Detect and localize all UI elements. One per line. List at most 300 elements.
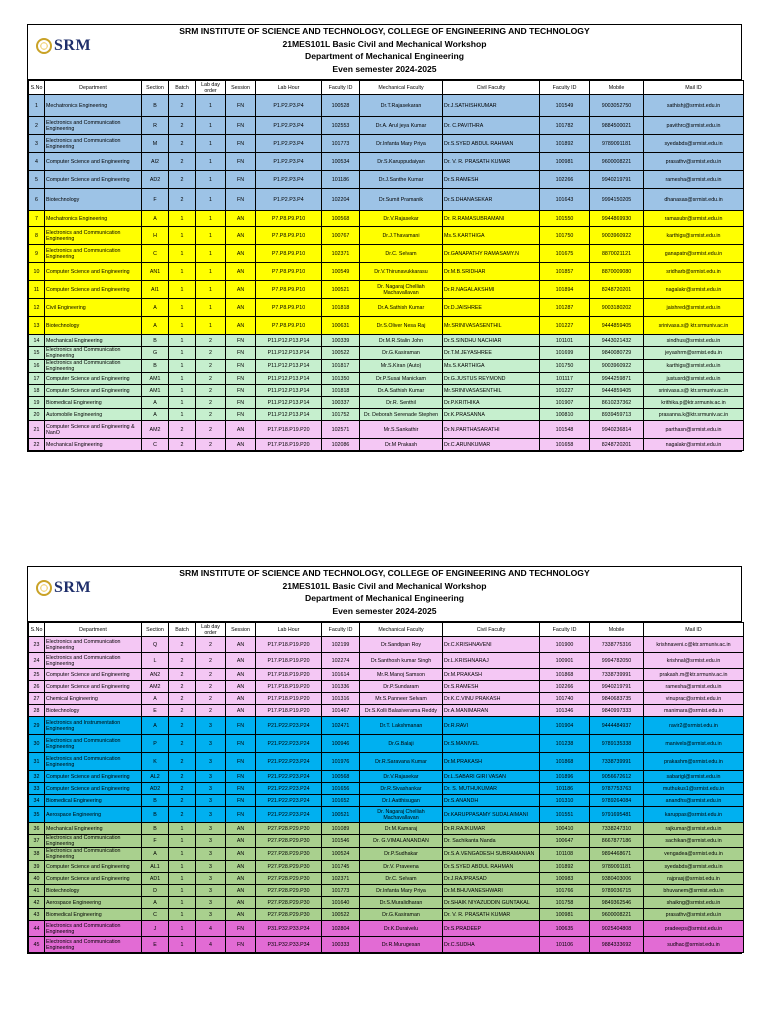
cell-mechanical-faculty: Dr.G.Kasiraman: [360, 909, 443, 921]
institute-title: SRM INSTITUTE OF SCIENCE AND TECHNOLOGY, COLLEGE OF ENGINEERING AND TECHNOLOGY: [179, 568, 590, 578]
cell-department: Electronics and Communication Engineering: [45, 835, 142, 848]
table-row: [29, 211, 744, 227]
cell-department: Electronics and Communication Engineering: [45, 637, 142, 653]
cell-sno: 24: [29, 653, 45, 669]
cell-mechanical-faculty: Dr.M.Kamaraj: [360, 823, 443, 835]
cell-mobile: 9025404808: [590, 921, 644, 937]
cell-civil-faculty: Dr.G.JUSTUS REYMOND: [443, 373, 540, 385]
cell-mechanical-faculty: Dr.S.Muralidharan: [360, 897, 443, 909]
cell-lab-day-order: 3: [196, 873, 226, 885]
cell-faculty-id: 100521: [322, 281, 360, 299]
cell-session: AN: [226, 909, 256, 921]
table-row: [29, 335, 744, 347]
srm-logo: [36, 579, 91, 597]
cell-department: Computer Science and Engineering: [45, 783, 142, 795]
cell-lab-day-order: 4: [196, 937, 226, 953]
cell-department: Aerospace Engineering: [45, 807, 142, 823]
cell-department: Computer Science and Engineering & NanO: [45, 421, 142, 439]
cell-faculty-id: 101773: [322, 885, 360, 897]
cell-civil-faculty: Dr.S.SYED ABDUL RAHMAN: [443, 861, 540, 873]
cell-lab-day-order: 2: [196, 439, 226, 451]
cell-batch: 1: [169, 909, 196, 921]
cell-lab-day-order: 3: [196, 835, 226, 848]
header-civil-faculty: Civil Faculty: [443, 623, 540, 637]
cell-civil-faculty-id: 101750: [540, 227, 590, 245]
cell-lab-hour: P17.P18.P19.P20: [256, 421, 322, 439]
cell-department: Electronics and Communication Engineering: [45, 653, 142, 669]
semester-title: Even semester 2024-2025: [332, 63, 437, 74]
cell-batch: 1: [169, 397, 196, 409]
cell-lab-hour: P21.P22.P23.P24: [256, 795, 322, 807]
cell-sno: 31: [29, 753, 45, 771]
cell-civil-faculty-id: 102266: [540, 681, 590, 693]
cell-civil-faculty: Dr.S.SINDHU NACHIAR: [443, 335, 540, 347]
cell-mobile: 9840683735: [590, 693, 644, 705]
cell-lab-day-order: 1: [196, 317, 226, 335]
cell-mechanical-faculty: Dr.Sandipan Roy: [360, 637, 443, 653]
cell-mobile: 9789091181: [590, 135, 644, 153]
header-mail-id: Mail ID: [644, 81, 744, 95]
cell-session: FN: [226, 717, 256, 735]
cell-faculty-id: 100524: [322, 848, 360, 861]
cell-civil-faculty-id: 101750: [540, 360, 590, 373]
cell-sno: 44: [29, 921, 45, 937]
cell-batch: 1: [169, 409, 196, 421]
cell-mail-id: pavithrc@srmist.edu.in: [644, 117, 744, 135]
cell-session: FN: [226, 153, 256, 171]
cell-sno: 35: [29, 807, 45, 823]
cell-mobile: 9884500021: [590, 117, 644, 135]
cell-batch: 2: [169, 783, 196, 795]
header-session: Session: [226, 81, 256, 95]
cell-mechanical-faculty: Dr.V.Rajasekar: [360, 771, 443, 783]
cell-lab-day-order: 3: [196, 753, 226, 771]
cell-mail-id: anandhs@srmist.edu.in: [644, 795, 744, 807]
cell-faculty-id: 101614: [322, 669, 360, 681]
timetable-sheet-2: [27, 566, 742, 954]
cell-section: F: [142, 835, 169, 848]
cell-civil-faculty-id: 101287: [540, 299, 590, 317]
cell-civil-faculty-id: 101868: [540, 669, 590, 681]
cell-civil-faculty: Dr.T.M.JEYASHREE: [443, 347, 540, 360]
cell-batch: 2: [169, 95, 196, 117]
cell-batch: 1: [169, 317, 196, 335]
cell-mechanical-faculty: Dr.J.Santhe Kumar: [360, 171, 443, 189]
header-civil-faculty-id: Faculty ID: [540, 623, 590, 637]
cell-civil-faculty-id: 101117: [540, 373, 590, 385]
cell-faculty-id: 101773: [322, 135, 360, 153]
cell-session: AN: [226, 421, 256, 439]
cell-session: AN: [226, 823, 256, 835]
cell-lab-hour: P21.P22.P23.P24: [256, 771, 322, 783]
cell-sno: 8: [29, 227, 45, 245]
cell-lab-hour: P27.P28.P29.P30: [256, 897, 322, 909]
cell-lab-hour: P27.P28.P29.P30: [256, 909, 322, 921]
cell-lab-hour: P17.P18.P19.P20: [256, 681, 322, 693]
cell-batch: 1: [169, 823, 196, 835]
cell-mechanical-faculty: Dr.Sumit Pramanik: [360, 189, 443, 211]
cell-department: Biomedical Engineering: [45, 909, 142, 921]
cell-department: Computer Science and Engineering: [45, 281, 142, 299]
cell-department: Mechanical Engineering: [45, 823, 142, 835]
cell-lab-hour: P11.P12.P13.P14: [256, 397, 322, 409]
cell-civil-faculty: Ms.S.KARTHIGA: [443, 227, 540, 245]
cell-mail-id: nagalakr@srmist.edu.in: [644, 281, 744, 299]
cell-session: AN: [226, 227, 256, 245]
header-session: Session: [226, 623, 256, 637]
cell-civil-faculty: Dr.S.RAMESH: [443, 681, 540, 693]
cell-mail-id: srinivasa.s@ ktr.srmuniv.ac.in: [644, 385, 744, 397]
cell-mobile: 7338739991: [590, 753, 644, 771]
cell-session: AN: [226, 897, 256, 909]
cell-faculty-id: 102804: [322, 921, 360, 937]
header-mail-id: Mail ID: [644, 623, 744, 637]
cell-faculty-id: 101546: [322, 835, 360, 848]
cell-faculty-id: 101745: [322, 861, 360, 873]
header-faculty-id: Faculty ID: [322, 623, 360, 637]
cell-mechanical-faculty: Mr.S.Sankathir: [360, 421, 443, 439]
cell-mail-id: ramasubr@srmist.edu.in: [644, 211, 744, 227]
cell-sno: 18: [29, 385, 45, 397]
cell-mail-id: manivels@srmist.edu.in: [644, 735, 744, 753]
cell-civil-faculty-id: 101894: [540, 281, 590, 299]
cell-lab-day-order: 3: [196, 717, 226, 735]
cell-sno: 21: [29, 421, 45, 439]
cell-section: D: [142, 885, 169, 897]
cell-session: FN: [226, 409, 256, 421]
cell-civil-faculty-id: 100810: [540, 409, 590, 421]
table-row: [29, 281, 744, 299]
cell-faculty-id: 102471: [322, 717, 360, 735]
cell-batch: 2: [169, 771, 196, 783]
cell-session: AN: [226, 637, 256, 653]
header-mobile: Mobile: [590, 623, 644, 637]
cell-civil-faculty-id: 101643: [540, 189, 590, 211]
cell-civil-faculty-id: 101310: [540, 795, 590, 807]
cell-sno: 41: [29, 885, 45, 897]
cell-lab-hour: P17.P18.P19.P20: [256, 693, 322, 705]
cell-section: AD1: [142, 873, 169, 885]
cell-mechanical-faculty: Dr.R.Murugesan: [360, 937, 443, 953]
cell-batch: 2: [169, 795, 196, 807]
cell-civil-faculty: Dr.S.RAMESH: [443, 171, 540, 189]
cell-lab-hour: P21.P22.P23.P24: [256, 807, 322, 823]
cell-lab-day-order: 2: [196, 335, 226, 347]
institute-title: SRM INSTITUTE OF SCIENCE AND TECHNOLOGY, COLLEGE OF ENGINEERING AND TECHNOLOGY: [179, 26, 590, 36]
cell-mechanical-faculty: Dr.C. Selvam: [360, 873, 443, 885]
cell-mail-id: karuppas@srmist.edu.in: [644, 807, 744, 823]
cell-mobile: 8939459713: [590, 409, 644, 421]
cell-session: FN: [226, 360, 256, 373]
cell-mechanical-faculty: Dr.C. Selvam: [360, 245, 443, 263]
cell-session: AN: [226, 861, 256, 873]
cell-sno: 27: [29, 693, 45, 705]
table-row: [29, 421, 744, 439]
cell-department: Computer Science and Engineering: [45, 681, 142, 693]
cell-lab-day-order: 3: [196, 897, 226, 909]
cell-department: Computer Science and Engineering: [45, 873, 142, 885]
cell-department: Electronics and Communication Engineering: [45, 921, 142, 937]
cell-section: M: [142, 135, 169, 153]
logo-text: SRM: [54, 579, 92, 596]
table-row: [29, 373, 744, 385]
cell-session: AN: [226, 281, 256, 299]
cell-lab-day-order: 2: [196, 637, 226, 653]
cell-faculty-id: 100631: [322, 317, 360, 335]
cell-batch: 1: [169, 385, 196, 397]
cell-lab-day-order: 2: [196, 347, 226, 360]
cell-section: B: [142, 823, 169, 835]
cell-sno: 6: [29, 189, 45, 211]
cell-lab-hour: P17.P18.P19.P20: [256, 653, 322, 669]
cell-lab-day-order: 1: [196, 135, 226, 153]
table-row: [29, 848, 744, 861]
cell-sno: 14: [29, 335, 45, 347]
cell-mail-id: jeyashrm@srmist.edu.in: [644, 347, 744, 360]
cell-department: Electronics and Communication Engineering: [45, 735, 142, 753]
table-row: [29, 189, 744, 211]
cell-faculty-id: 100521: [322, 807, 360, 823]
cell-batch: 2: [169, 171, 196, 189]
cell-faculty-id: 100528: [322, 95, 360, 117]
cell-section: AL1: [142, 861, 169, 873]
cell-lab-day-order: 1: [196, 117, 226, 135]
cell-mail-id: prakash.m@ktr.srmuniv.ac.in: [644, 669, 744, 681]
cell-faculty-id: 100333: [322, 937, 360, 953]
cell-mobile: 9791695481: [590, 807, 644, 823]
cell-civil-faculty-id: 101907: [540, 397, 590, 409]
header-mechanical-faculty: Mechanical Faculty: [360, 623, 443, 637]
sheet-header: [28, 567, 741, 622]
cell-mechanical-faculty: Dr.V.Thirunavukkarasu: [360, 263, 443, 281]
cell-mail-id: shaikng@srmist.edu.in: [644, 897, 744, 909]
header-civil-faculty-id: Faculty ID: [540, 81, 590, 95]
cell-lab-hour: P11.P12.P13.P14: [256, 360, 322, 373]
cell-civil-faculty-id: 100981: [540, 153, 590, 171]
cell-batch: 1: [169, 335, 196, 347]
cell-department: Electronics and Communication Engineering: [45, 135, 142, 153]
cell-civil-faculty-id: 101106: [540, 937, 590, 953]
cell-civil-faculty: Dr.S.MANIVEL: [443, 735, 540, 753]
header-sno: S.No: [29, 81, 45, 95]
cell-lab-day-order: 2: [196, 397, 226, 409]
cell-faculty-id: 101186: [322, 171, 360, 189]
cell-mechanical-faculty: Dr.A.Sathish Kumar: [360, 299, 443, 317]
cell-lab-day-order: 1: [196, 153, 226, 171]
cell-civil-faculty: Ms.S.KARTHIGA: [443, 360, 540, 373]
cell-lab-hour: P1.P2.P3.P4: [256, 95, 322, 117]
cell-department: Electronics and Communication Engineering: [45, 360, 142, 373]
cell-faculty-id: 100522: [322, 909, 360, 921]
cell-batch: 1: [169, 263, 196, 281]
cell-mobile: 9600008221: [590, 153, 644, 171]
cell-civil-faculty: Dr. V. R. PRASATH KUMAR: [443, 153, 540, 171]
cell-mail-id: rajprasj@srmist.edu.in: [644, 873, 744, 885]
schedule-table: [28, 622, 744, 953]
cell-batch: 2: [169, 421, 196, 439]
cell-section: AN2: [142, 669, 169, 681]
cell-lab-day-order: 2: [196, 653, 226, 669]
cell-lab-day-order: 1: [196, 263, 226, 281]
cell-session: FN: [226, 373, 256, 385]
header-lab-hour: Lab Hour: [256, 81, 322, 95]
cell-mobile: 9444484937: [590, 717, 644, 735]
cell-mail-id: justusrd@srmist.edu.in: [644, 373, 744, 385]
cell-civil-faculty: Dr.M.PRAKASH: [443, 753, 540, 771]
semester-title: Even semester 2024-2025: [332, 605, 437, 616]
cell-sno: 32: [29, 771, 45, 783]
cell-section: AN1: [142, 263, 169, 281]
cell-lab-hour: P7.P8.P9.P10: [256, 317, 322, 335]
cell-mechanical-faculty: Dr. Nagaraj Chelliah Machavallavan: [360, 281, 443, 299]
cell-mail-id: dhanasas@srmist.edu.in: [644, 189, 744, 211]
cell-mechanical-faculty: Dr.S.Karuppudaiyan: [360, 153, 443, 171]
cell-session: AN: [226, 299, 256, 317]
cell-lab-day-order: 3: [196, 861, 226, 873]
cell-civil-faculty-id: 101658: [540, 439, 590, 451]
cell-department: Electronics and Communication Engineering: [45, 347, 142, 360]
logo-text: SRM: [54, 37, 92, 54]
cell-section: C: [142, 245, 169, 263]
cell-civil-faculty: Dr.C.SUDHA: [443, 937, 540, 953]
table-row: [29, 263, 744, 281]
table-row: [29, 385, 744, 397]
cell-civil-faculty-id: 101551: [540, 807, 590, 823]
table-header-row: [29, 81, 744, 95]
cell-session: FN: [226, 135, 256, 153]
cell-mail-id: krishnaveni.c@ktr.srmuniv.ac.in: [644, 637, 744, 653]
cell-lab-hour: P1.P2.P3.P4: [256, 153, 322, 171]
cell-lab-day-order: 3: [196, 771, 226, 783]
cell-civil-faculty-id: 101108: [540, 848, 590, 861]
cell-batch: 2: [169, 717, 196, 735]
cell-session: FN: [226, 385, 256, 397]
cell-lab-day-order: 3: [196, 909, 226, 921]
cell-section: AI1: [142, 281, 169, 299]
cell-sno: 4: [29, 153, 45, 171]
cell-mobile: 9894468671: [590, 848, 644, 861]
cell-section: E: [142, 937, 169, 953]
cell-lab-day-order: 3: [196, 795, 226, 807]
cell-mechanical-faculty: Dr.M.R.Stalin John: [360, 335, 443, 347]
cell-sno: 2: [29, 117, 45, 135]
header-department: Department: [45, 623, 142, 637]
cell-department: Electronics and Communication Engineering: [45, 245, 142, 263]
cell-mechanical-faculty: Dr.G.Kasiraman: [360, 347, 443, 360]
cell-lab-hour: P21.P22.P23.P24: [256, 717, 322, 735]
cell-session: FN: [226, 735, 256, 753]
cell-mail-id: bhuvanem@srmist.edu.in: [644, 885, 744, 897]
cell-mail-id: nagalakr@srmist.edu.in: [644, 439, 744, 451]
cell-department: Electronics and Instrumentation Engineering: [45, 717, 142, 735]
cell-sno: 40: [29, 873, 45, 885]
cell-section: AD2: [142, 171, 169, 189]
cell-mobile: 9380403006: [590, 873, 644, 885]
table-header-row: [29, 623, 744, 637]
srm-logo: [36, 37, 91, 55]
cell-civil-faculty-id: 101904: [540, 717, 590, 735]
cell-batch: 1: [169, 299, 196, 317]
cell-department: Biotechnology: [45, 885, 142, 897]
cell-lab-day-order: 3: [196, 807, 226, 823]
cell-lab-day-order: 2: [196, 409, 226, 421]
cell-civil-faculty-id: 101900: [540, 637, 590, 653]
table-row: [29, 681, 744, 693]
cell-section: C: [142, 439, 169, 451]
cell-lab-day-order: 2: [196, 385, 226, 397]
cell-mail-id: krishnal@srmist.edu.in: [644, 653, 744, 669]
cell-mobile: 9787753763: [590, 783, 644, 795]
cell-lab-hour: P27.P28.P29.P30: [256, 848, 322, 861]
cell-civil-faculty-id: 101227: [540, 385, 590, 397]
cell-mechanical-faculty: Dr.T.Rajasekaran: [360, 95, 443, 117]
cell-section: L: [142, 653, 169, 669]
table-row: [29, 921, 744, 937]
cell-mechanical-faculty: Dr.R.Sivashankar: [360, 783, 443, 795]
cell-mobile: 9944259871: [590, 373, 644, 385]
header-sno: S.No: [29, 623, 45, 637]
cell-lab-hour: P7.P8.P9.P10: [256, 245, 322, 263]
cell-civil-faculty: Mr.SRINIVASASENTHIL: [443, 385, 540, 397]
cell-mail-id: ramesha@srmist.edu.in: [644, 171, 744, 189]
cell-sno: 22: [29, 439, 45, 451]
cell-sno: 28: [29, 705, 45, 717]
cell-faculty-id: 100767: [322, 227, 360, 245]
cell-civil-faculty: Dr.L.SABARI GIRI VASAN: [443, 771, 540, 783]
sheet-header: [28, 25, 741, 80]
cell-civil-faculty: Dr.S.DHANASEKAR: [443, 189, 540, 211]
header-mechanical-faculty: Mechanical Faculty: [360, 81, 443, 95]
cell-civil-faculty-id: 101675: [540, 245, 590, 263]
cell-mobile: 9056672612: [590, 771, 644, 783]
cell-department: Electronics and Communication Engineering: [45, 848, 142, 861]
cell-department: Computer Science and Engineering: [45, 153, 142, 171]
table-row: [29, 771, 744, 783]
header-batch: Batch: [169, 81, 196, 95]
table-row: [29, 823, 744, 835]
cell-mechanical-faculty: Dr.A. Arul jeya Kumar: [360, 117, 443, 135]
cell-mail-id: syedabds@srmist.edu.in: [644, 135, 744, 153]
cell-faculty-id: 100549: [322, 263, 360, 281]
cell-mechanical-faculty: Dr.A.Sathish Kumar: [360, 385, 443, 397]
cell-lab-hour: P31.P32.P33.P34: [256, 937, 322, 953]
cell-sno: 15: [29, 347, 45, 360]
cell-session: FN: [226, 189, 256, 211]
cell-sno: 26: [29, 681, 45, 693]
cell-batch: 1: [169, 227, 196, 245]
cell-lab-hour: P7.P8.P9.P10: [256, 263, 322, 281]
cell-lab-day-order: 1: [196, 95, 226, 117]
cell-batch: 2: [169, 653, 196, 669]
table-row: [29, 897, 744, 909]
cell-department: Computer Science and Engineering: [45, 385, 142, 397]
cell-sno: 1: [29, 95, 45, 117]
cell-sno: 3: [29, 135, 45, 153]
table-row: [29, 227, 744, 245]
cell-section: F: [142, 189, 169, 211]
cell-mechanical-faculty: Dr. Deborah Serenade Stephen: [360, 409, 443, 421]
cell-department: Electronics and Communication Engineering: [45, 227, 142, 245]
cell-faculty-id: 101817: [322, 360, 360, 373]
cell-session: AN: [226, 835, 256, 848]
cell-lab-day-order: 3: [196, 735, 226, 753]
cell-lab-hour: P7.P8.P9.P10: [256, 211, 322, 227]
cell-civil-faculty: Dr.C.ARUNKUMAR: [443, 439, 540, 451]
cell-mail-id: syedabds@srmist.edu.in: [644, 861, 744, 873]
cell-mail-id: parthasn@srmist.edu.in: [644, 421, 744, 439]
cell-civil-faculty-id: 101766: [540, 885, 590, 897]
cell-civil-faculty: Dr.C.KRISHNAVENI: [443, 637, 540, 653]
